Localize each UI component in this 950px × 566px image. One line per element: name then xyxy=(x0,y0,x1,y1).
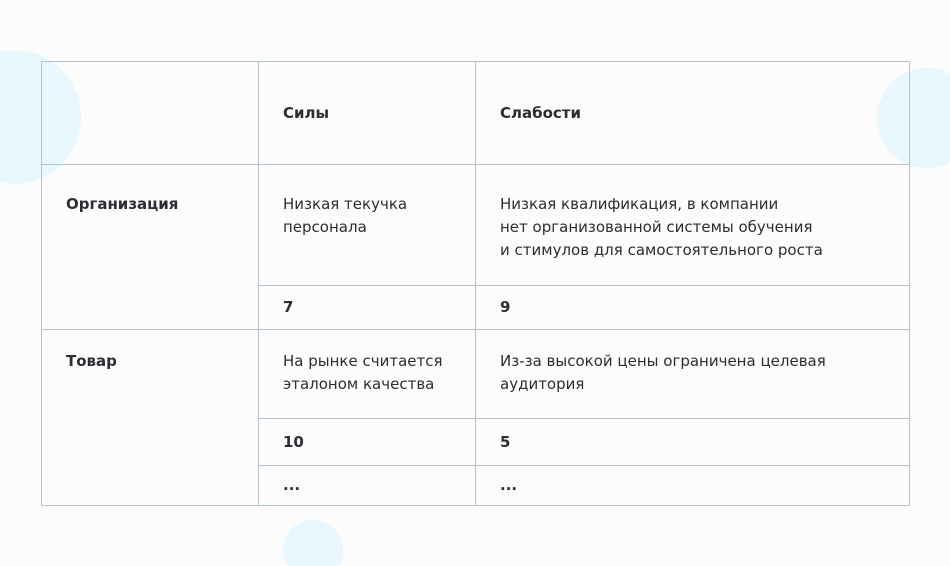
table-header-row xyxy=(42,62,910,165)
swot-table xyxy=(41,61,910,506)
strength-score: 7 xyxy=(259,286,476,330)
strength-line: эталоном качества xyxy=(283,375,435,393)
strength-score: 10 xyxy=(259,419,476,466)
row-label: Товар xyxy=(42,330,259,506)
strength-line: На рынке считается xyxy=(283,352,443,370)
strength-text: Низкая текучка персонала xyxy=(283,195,408,236)
weakness-score: 9 xyxy=(476,286,910,330)
more-strengths: ... xyxy=(259,466,476,506)
weakness-line: нет организованной системы обучения xyxy=(500,218,813,236)
table-row xyxy=(42,165,910,286)
weakness-line: Низкая квалификация, в компании xyxy=(500,195,779,213)
strength-cell xyxy=(259,330,476,419)
decor-circle xyxy=(283,520,343,566)
header-weaknesses: Слабости xyxy=(476,62,910,165)
weakness-score: 5 xyxy=(476,419,910,466)
row-label: Организация xyxy=(42,165,259,330)
header-strengths: Силы xyxy=(259,62,476,165)
weakness-cell xyxy=(476,330,910,419)
weakness-line: аудитория xyxy=(500,375,585,393)
table-row xyxy=(42,330,910,419)
weakness-line: и стимулов для самостоятельного роста xyxy=(500,241,823,259)
weakness-cell xyxy=(476,165,910,286)
strength-cell xyxy=(259,165,476,286)
weakness-line: Из-за высокой цены ограничена целевая xyxy=(500,352,826,370)
more-weaknesses: ... xyxy=(476,466,910,506)
corner-cell xyxy=(42,62,259,165)
